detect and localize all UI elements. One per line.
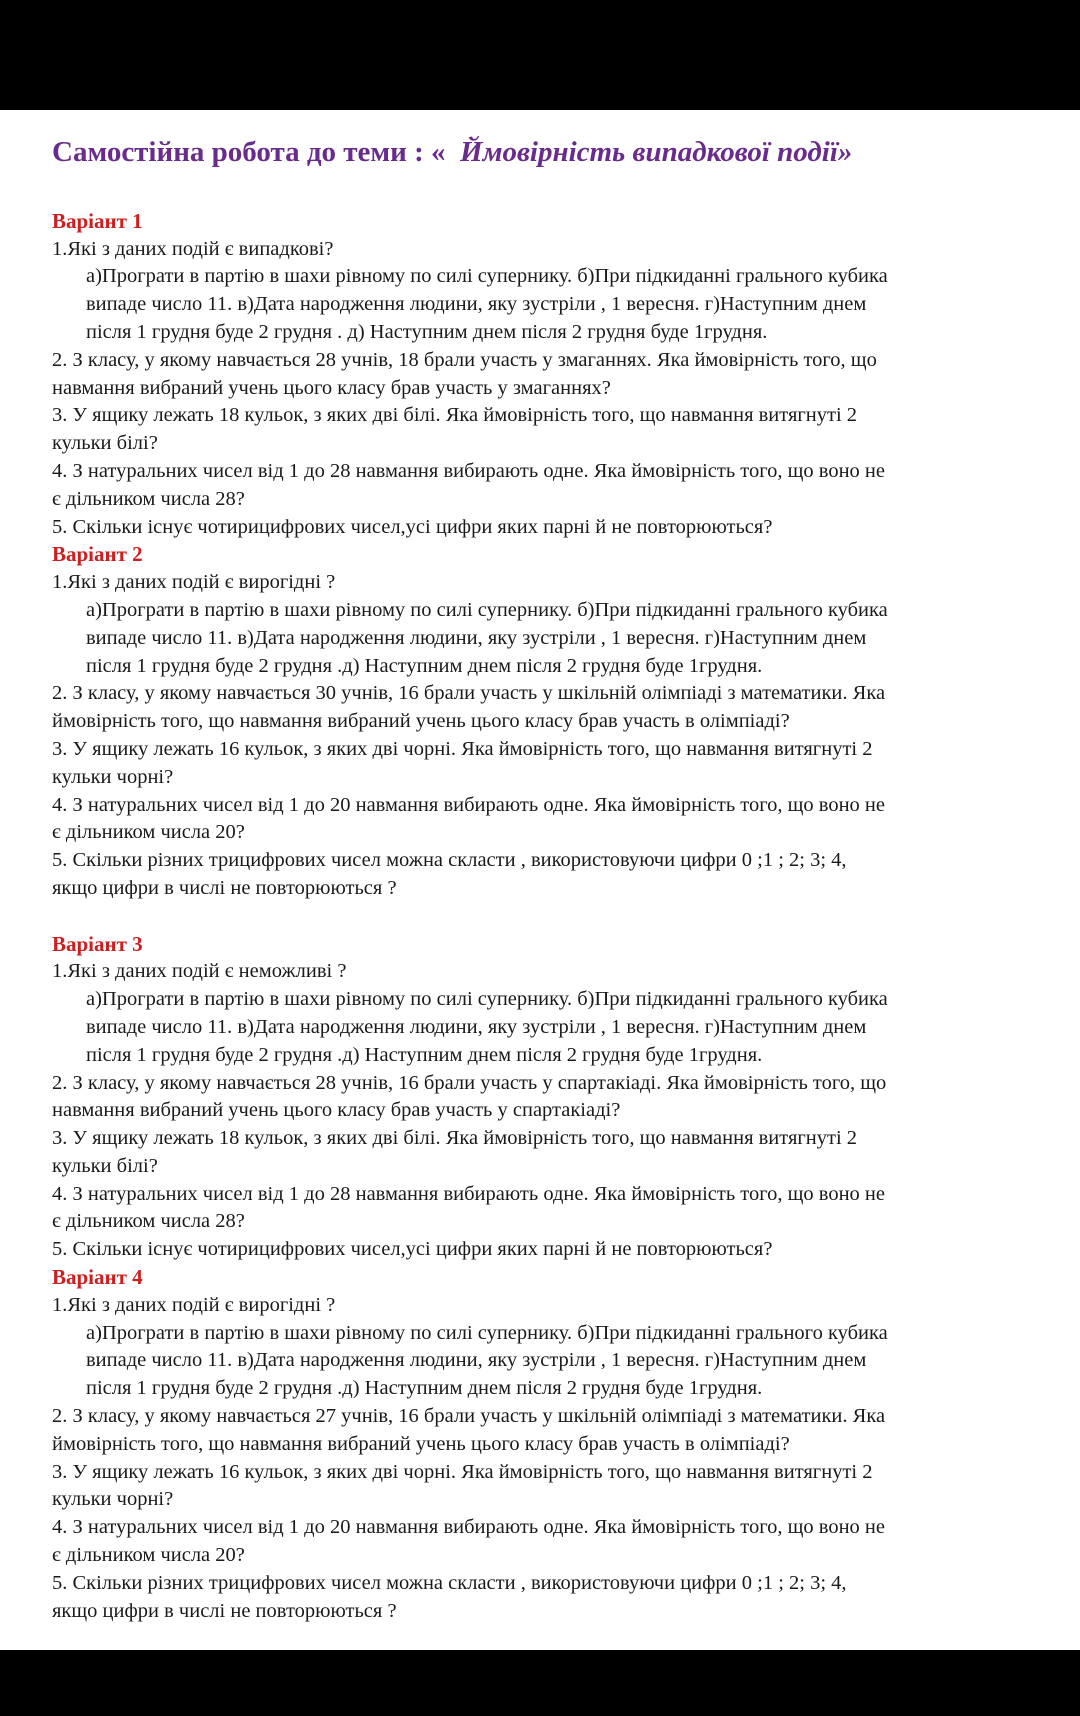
- question-1: 1.Які з даних подій є неможливі ?: [52, 960, 347, 983]
- question-5: 5. Скільки різних трицифрових чисел можна скласти , використовуючи цифри 0 ;1 ; 2; 3; 4,: [52, 1571, 847, 1594]
- variant-heading: Варіант 3: [52, 931, 143, 956]
- question-2: навмання вибраний учень цього класу брав участь у змаганнях?: [52, 376, 611, 399]
- question-1-options: після 1 грудня буде 2 грудня .д) Наступним днем після 2 грудня буде 1грудня.: [86, 654, 763, 677]
- document-page: [0, 110, 1080, 1650]
- variant-2: [52, 541, 1052, 902]
- question-2: ймовірність того, що навмання вибраний учень цього класу брав участь в олімпіаді?: [52, 1432, 790, 1455]
- question-4: 4. З натуральних чисел від 1 до 28 навмання вибирають одне. Яка ймовірність того, що воно не: [52, 459, 885, 482]
- question-1: 1.Які з даних подій є вирогідні ?: [52, 571, 336, 594]
- question-2: 2. З класу, у якому навчається 28 учнів, 16 брали участь у спартакіаді. Яка ймовірність того, що: [52, 1071, 887, 1094]
- question-1-options: після 1 грудня буде 2 грудня . д) Наступним днем після 2 грудня буде 1грудня.: [86, 320, 768, 343]
- question-1-options: а)Програти в партію в шахи рівному по силі супернику. б)При підкиданні грального кубика: [86, 265, 888, 288]
- question-1-options: а)Програти в партію в шахи рівному по силі супернику. б)При підкиданні грального кубика: [86, 988, 888, 1011]
- question-2: 2. З класу, у якому навчається 27 учнів, 16 брали участь у шкільній олімпіаді з математики. Яка: [52, 1405, 886, 1428]
- question-3: кульки білі?: [52, 1154, 158, 1177]
- question-4: 4. З натуральних чисел від 1 до 20 навмання вибирають одне. Яка ймовірність того, що воно не: [52, 1516, 885, 1539]
- title-prefix: Самостійна робота до теми : «: [52, 136, 446, 168]
- question-3: кульки чорні?: [52, 1488, 174, 1511]
- question-4: є дільником числа 28?: [52, 487, 245, 510]
- question-1-options: після 1 грудня буде 2 грудня .д) Наступним днем після 2 грудня буде 1грудня.: [86, 1043, 763, 1066]
- variant-1: [52, 208, 1052, 542]
- variant-heading: Варіант 2: [52, 542, 143, 567]
- variant-4: [52, 1264, 1052, 1625]
- question-4: 4. З натуральних чисел від 1 до 28 навмання вибирають одне. Яка ймовірність того, що воно не: [52, 1182, 885, 1205]
- variant-heading: Варіант 1: [52, 208, 143, 233]
- question-3: 3. У ящику лежать 16 кульок, з яких дві чорні. Яка ймовірність того, що навмання витягнуті 2: [52, 737, 873, 760]
- variant-3: [52, 931, 1052, 1265]
- question-5: 5. Скільки існує чотирицифрових чисел,усі цифри яких парні й не повторюються?: [52, 1238, 773, 1261]
- question-2: навмання вибраний учень цього класу брав участь у спартакіаді?: [52, 1099, 621, 1122]
- bottom-black-bar: [0, 1650, 1080, 1716]
- question-3: 3. У ящику лежать 18 кульок, з яких дві білі. Яка ймовірність того, що навмання витягнуті 2: [52, 404, 858, 427]
- question-5: 5. Скільки різних трицифрових чисел можна скласти , використовуючи цифри 0 ;1 ; 2; 3; 4,: [52, 849, 847, 872]
- question-5: якщо цифри в числі не повторюються ?: [52, 1599, 397, 1622]
- question-1: 1.Які з даних подій є вирогідні ?: [52, 1293, 336, 1316]
- question-3: кульки чорні?: [52, 765, 174, 788]
- question-1-options: після 1 грудня буде 2 грудня .д) Наступним днем після 2 грудня буде 1грудня.: [86, 1377, 763, 1400]
- question-5: 5. Скільки існує чотирицифрових чисел,усі цифри яких парні й не повторюються?: [52, 515, 773, 538]
- question-5: якщо цифри в числі не повторюються ?: [52, 876, 397, 899]
- question-3: 3. У ящику лежать 16 кульок, з яких дві чорні. Яка ймовірність того, що навмання витягнуті 2: [52, 1460, 873, 1483]
- question-1-options: випаде число 11. в)Дата народження людини, яку зустріли , 1 вересня. г)Наступним днем: [86, 1015, 867, 1038]
- question-1: 1.Які з даних подій є випадкові?: [52, 237, 334, 260]
- variant-heading: Варіант 4: [52, 1265, 143, 1290]
- variant-spacer: [52, 903, 1052, 931]
- question-1-options: а)Програти в партію в шахи рівному по силі супернику. б)При підкиданні грального кубика: [86, 598, 888, 621]
- question-4: 4. З натуральних чисел від 1 до 20 навмання вибирають одне. Яка ймовірність того, що воно не: [52, 793, 885, 816]
- question-3: 3. У ящику лежать 18 кульок, з яких дві білі. Яка ймовірність того, що навмання витягнуті 2: [52, 1127, 858, 1150]
- question-4: є дільником числа 28?: [52, 1210, 245, 1233]
- question-2: ймовірність того, що навмання вибраний учень цього класу брав участь в олімпіаді?: [52, 710, 790, 733]
- top-black-bar: [0, 0, 1080, 110]
- question-1-options: випаде число 11. в)Дата народження людини, яку зустріли , 1 вересня. г)Наступним днем: [86, 293, 867, 316]
- question-1-options: а)Програти в партію в шахи рівному по силі супернику. б)При підкиданні грального кубика: [86, 1321, 888, 1344]
- question-1-options: випаде число 11. в)Дата народження людини, яку зустріли , 1 вересня. г)Наступним днем: [86, 1349, 867, 1372]
- title-topic: Ймовірність випадкової події»: [460, 136, 853, 168]
- question-4: є дільником числа 20?: [52, 821, 245, 844]
- question-2: 2. З класу, у якому навчається 30 учнів, 16 брали участь у шкільній олімпіаді з математики. Яка: [52, 682, 886, 705]
- question-2: 2. З класу, у якому навчається 28 учнів, 18 брали участь у змаганнях. Яка ймовірність того, що: [52, 348, 877, 371]
- question-4: є дільником числа 20?: [52, 1544, 245, 1567]
- page-title: [52, 135, 1052, 170]
- question-3: кульки білі?: [52, 432, 158, 455]
- question-1-options: випаде число 11. в)Дата народження людини, яку зустріли , 1 вересня. г)Наступним днем: [86, 626, 867, 649]
